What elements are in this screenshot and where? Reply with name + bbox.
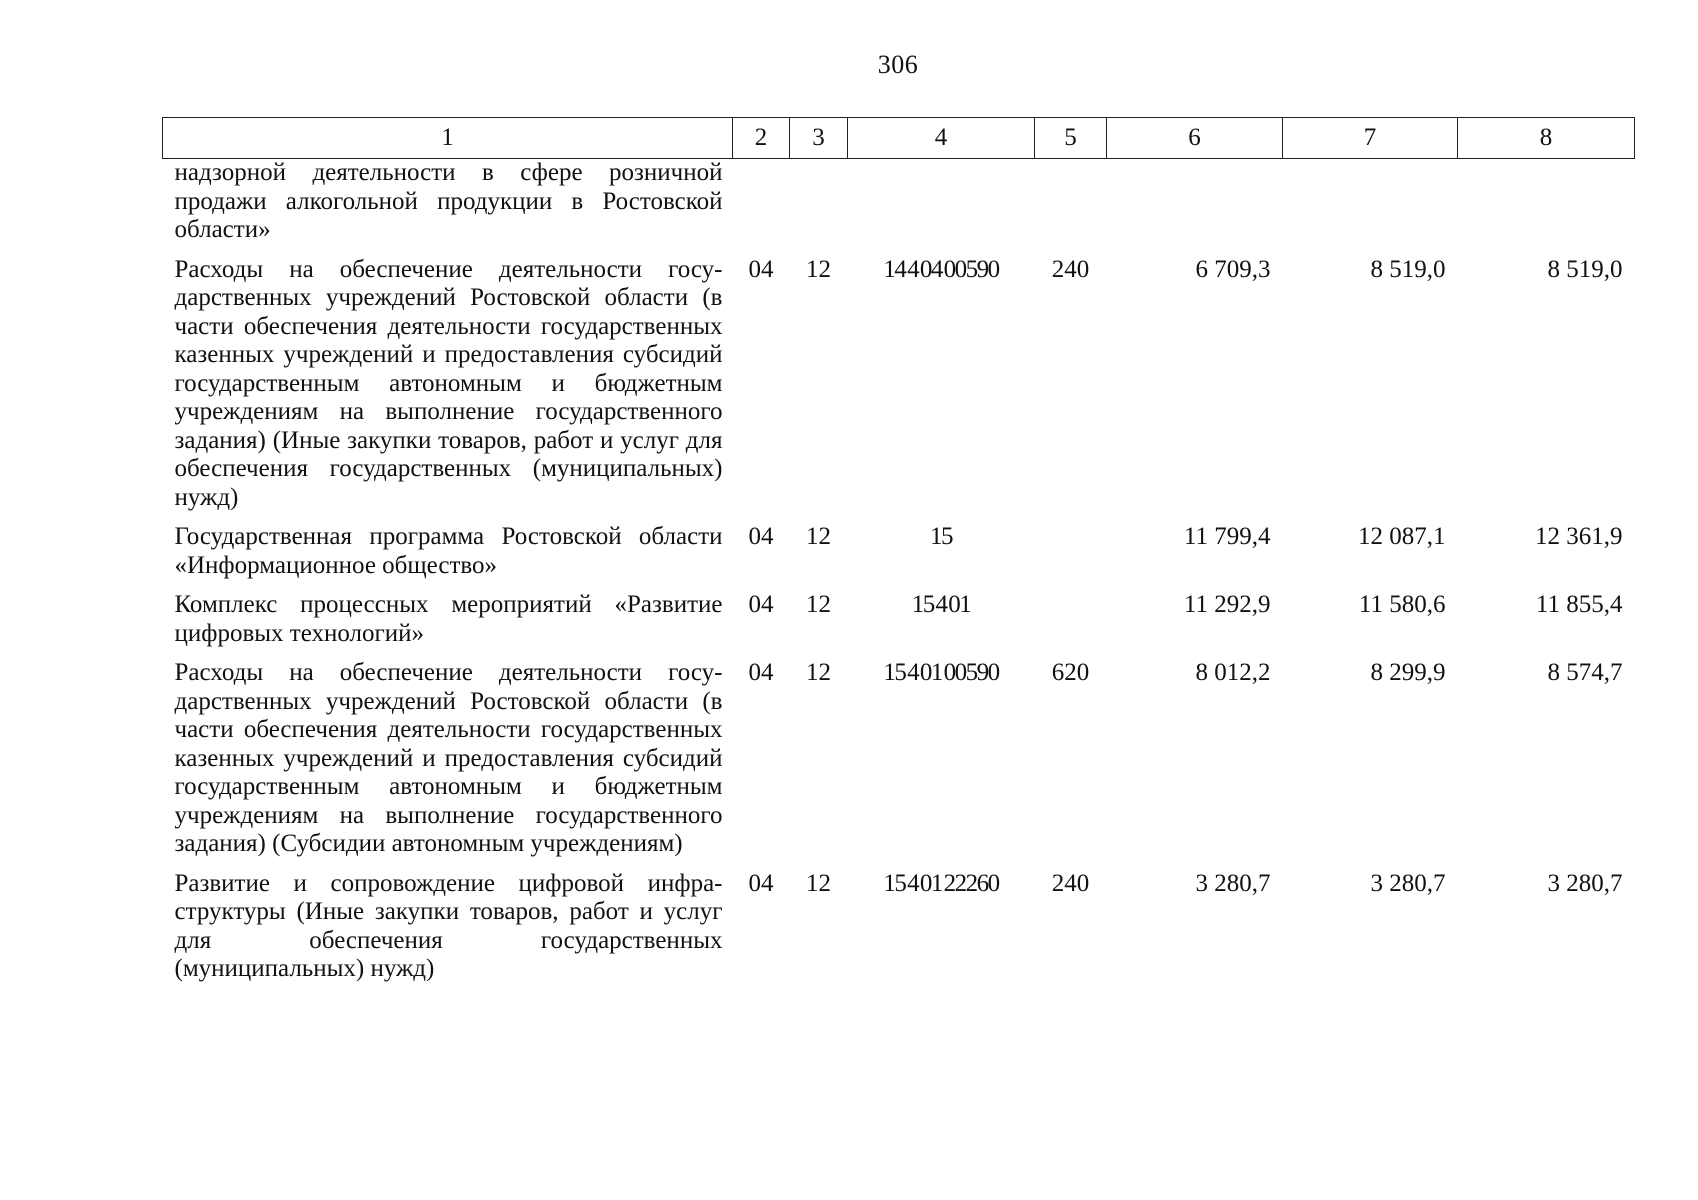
row-amount-col6: 8 012,2 bbox=[1195, 659, 1271, 686]
row-section-code: 04 bbox=[748, 869, 774, 897]
row-section-code: 04 bbox=[748, 659, 774, 686]
row-amount-col8: 12 361,9 bbox=[1535, 523, 1623, 550]
row-expense-type bbox=[1035, 159, 1107, 256]
row-subsection-code bbox=[790, 159, 848, 256]
row-target-article bbox=[848, 159, 1035, 256]
header-col-3: 3 bbox=[790, 118, 848, 159]
table-row bbox=[163, 870, 1635, 995]
row-subsection-code: 12 bbox=[806, 659, 831, 686]
budget-table-container bbox=[162, 117, 1634, 995]
row-amount-col7 bbox=[1283, 159, 1458, 256]
row-description: надзорной деятельности в сфере розничной продажи алкогольной продукции в Ростовской области» bbox=[174, 159, 723, 243]
row-amount-col6: 3 280,7 bbox=[1195, 869, 1271, 897]
row-amount-col8: 8 519,0 bbox=[1547, 255, 1623, 283]
header-col-2: 2 bbox=[733, 118, 790, 159]
row-amount-col8: 11 855,4 bbox=[1535, 591, 1623, 618]
row-section-code: 04 bbox=[748, 255, 774, 283]
row-amount-col6: 6 709,3 bbox=[1195, 255, 1271, 283]
header-row bbox=[163, 118, 1635, 159]
budget-table bbox=[162, 117, 1635, 995]
row-section-code: 04 bbox=[748, 523, 774, 550]
page-number: 306 bbox=[877, 50, 919, 79]
row-section-code: 04 bbox=[748, 591, 774, 618]
row-target-article: 15 4 01 bbox=[911, 591, 971, 618]
row-amount-col8 bbox=[1458, 159, 1635, 256]
row-description: Развитие и сопровождение цифровой инфраструктуры (Иные закупки товаров, работ и услуг для обеспечения государственных (муниципальных) нужд) bbox=[174, 869, 723, 982]
row-amount-col6 bbox=[1107, 159, 1283, 256]
row-description: Государственная программа Ростовской области «Информационное общество» bbox=[174, 523, 723, 579]
row-amount-col8: 3 280,7 bbox=[1547, 869, 1623, 897]
header-col-4: 4 bbox=[848, 118, 1035, 159]
row-expense-type: 620 bbox=[1051, 659, 1090, 686]
row-expense-type bbox=[1035, 591, 1107, 659]
row-subsection-code: 12 bbox=[806, 591, 831, 618]
row-description: Расходы на обеспечение деятельности государственных учреждений Ростовской области (в части обеспечения деятельности государственных казенных учреждений и предоставления субсидий государственным автономным и бюджетным учреждениям на выполнение государственного задания) (Субсидии автономным учреждениям) bbox=[174, 659, 723, 857]
row-amount-col6: 11 292,9 bbox=[1183, 591, 1271, 618]
table-row bbox=[163, 256, 1635, 524]
header-col-1: 1 bbox=[163, 118, 733, 159]
row-amount-col8: 8 574,7 bbox=[1547, 659, 1623, 686]
row-amount-col7: 3 280,7 bbox=[1370, 869, 1446, 897]
row-amount-col7: 12 087,1 bbox=[1358, 523, 1446, 550]
row-description: Комплекс процессных мероприятий «Развитие цифровых технологий» bbox=[174, 591, 723, 647]
row-amount-col6: 11 799,4 bbox=[1183, 523, 1271, 550]
table-header bbox=[163, 118, 1635, 159]
row-subsection-code: 12 bbox=[806, 523, 831, 550]
header-col-5: 5 bbox=[1035, 118, 1107, 159]
row-target-article: 14 4 04 00590 bbox=[883, 255, 999, 283]
row-amount-col7: 8 519,0 bbox=[1370, 255, 1446, 283]
row-amount-col7: 8 299,9 bbox=[1370, 659, 1446, 686]
header-col-7: 7 bbox=[1283, 118, 1458, 159]
row-target-article: 15 4 01 00590 bbox=[883, 659, 999, 686]
row-amount-col7: 11 580,6 bbox=[1358, 591, 1446, 618]
row-target-article: 15 bbox=[930, 523, 952, 550]
row-description: Расходы на обеспечение деятельности государственных учреждений Ростовской области (в части обеспечения деятельности государственных казенных учреждений и предоставления субсидий государственным автономным и бюджетным учреждениям на выполнение государственного задания) (Иные закупки товаров, работ и услуг для обеспечения государственных (муниципальных) нужд) bbox=[174, 255, 723, 511]
table-row bbox=[163, 523, 1635, 591]
row-expense-type: 240 bbox=[1051, 869, 1090, 897]
row-target-article: 15 4 01 22260 bbox=[883, 869, 999, 897]
header-col-6: 6 bbox=[1107, 118, 1283, 159]
row-subsection-code: 12 bbox=[806, 255, 831, 283]
table-row bbox=[163, 159, 1635, 256]
header-col-8: 8 bbox=[1458, 118, 1635, 159]
row-expense-type bbox=[1035, 523, 1107, 591]
table-row bbox=[163, 659, 1635, 870]
row-expense-type: 240 bbox=[1051, 255, 1090, 283]
table-body bbox=[163, 159, 1635, 995]
row-subsection-code: 12 bbox=[806, 869, 831, 897]
table-row bbox=[163, 591, 1635, 659]
row-section-code bbox=[733, 159, 790, 256]
